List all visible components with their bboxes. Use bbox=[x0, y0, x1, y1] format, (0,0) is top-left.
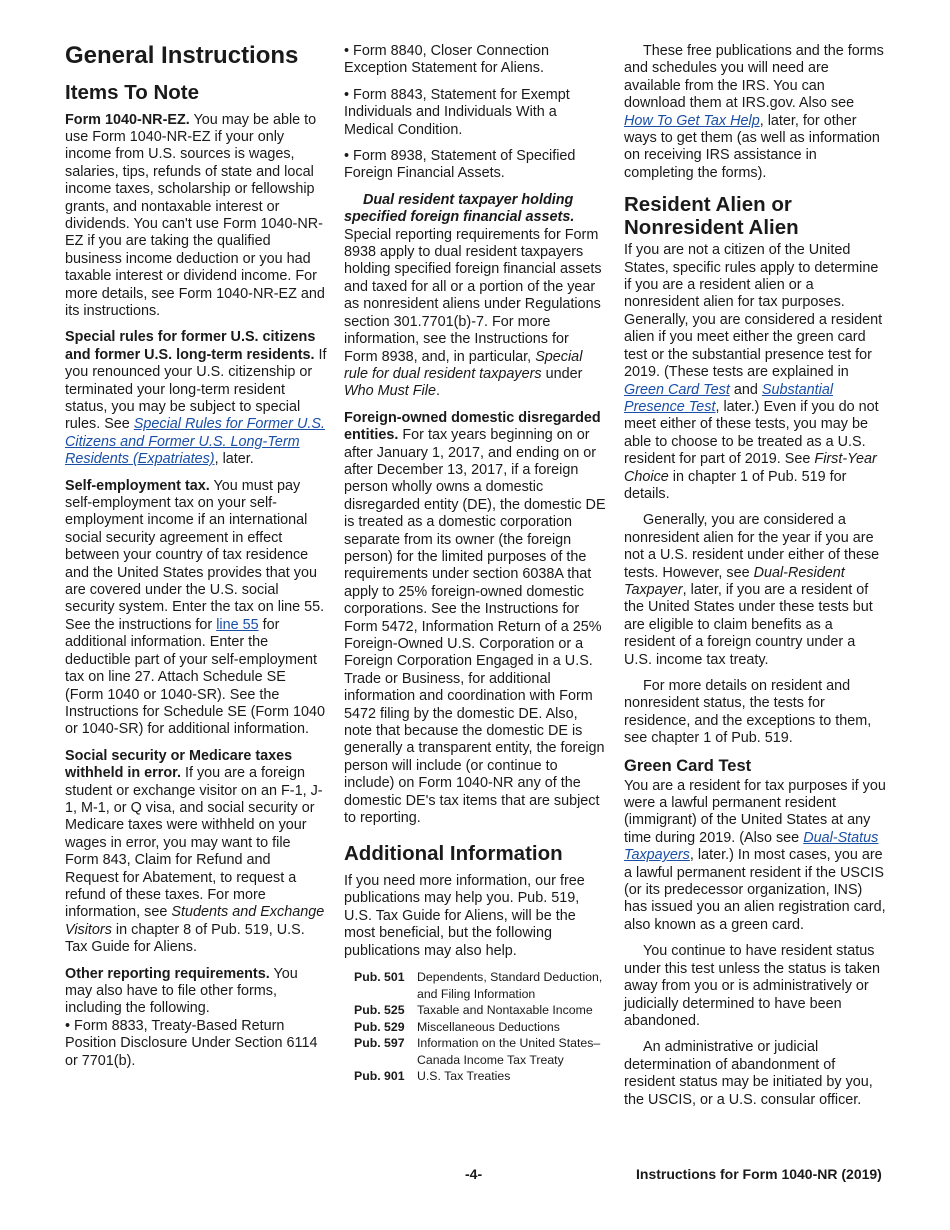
paragraph-social-security: Social security or Medicare taxes withheld in error. If you are a foreign student or exchange visitor on an F-1, J-1, M-1, or Q visa, and social security or Medicare taxes were withheld on your wages in error, you may want to file Form 843, Claim for Refund and Request for Abatement, to request a refund of these taxes. For more information, see Students and Exchange Visitors in chapter 8 of Pub. 519, U.S. Tax Guide for Aliens. bbox=[65, 747, 325, 956]
paragraph-more-details: For more details on resident and nonresident status, the tests for residence, and the exceptions to them, see chapter 1 of Pub. 519. bbox=[624, 678, 872, 747]
table-row: Pub. 901 U.S. Tax Treaties bbox=[354, 1069, 511, 1083]
table-row: Pub. 525 Taxable and Nontaxable Income bbox=[354, 1003, 593, 1017]
column-3 bbox=[624, 43, 886, 1118]
link-substantial-presence-test[interactable]: Substantial Presence Test bbox=[624, 381, 834, 415]
paragraph-special-rules: Special rules for former U.S. citizens and former U.S. long-term residents. If you renounced your U.S. citizenship or terminated your long-term resident status, you may be subject to special rules. See Special Rules for Former U.S. Citizens and Former U.S. Long-Term Residents (Expatriates), later. bbox=[65, 329, 327, 468]
link-dual-status-taxpayers[interactable]: Dual-Status Taxpayers bbox=[624, 829, 879, 864]
section-heading-resident-alien: Resident Alien or Nonresident Alien bbox=[624, 193, 799, 239]
paragraph-form-1040nrez: Form 1040-NR-EZ. You may be able to use Form 1040-NR-EZ if your only income from U.S. sources is wages, salaries, tips, refunds of state and local income taxes, scholarship or fellowship grants, and nontaxable interest or dividends. You can't use Form 1040-NR-EZ if you are taking the qualified business income deduction or you had taxable interest or dividend income. For more details, see Form 1040-NR-EZ and its instructions. bbox=[65, 111, 325, 319]
subheading-green-card-test: Green Card Test bbox=[624, 756, 752, 775]
paragraph-resident-rules: If you are not a citizen of the United States, specific rules apply to determine if you are a resident alien or a nonresident alien for tax purposes. Generally, you are considered a resident alien if you meet either the green card test or the substantial presence test for 2019. (These tests are explained in Green Card Test and Substantial Presence Test, later.) Even if you do not meet either of these tests, you may be able to choose to be treated as a U.S. resident for part of 2019. See First-Year Choice in chapter 1 of Pub. 519 for details. bbox=[624, 242, 883, 502]
table-row: Pub. 597 Information on the United States–Canada Income Tax Treaty bbox=[354, 1036, 601, 1067]
table-row: Pub. 529 Miscellaneous Deductions bbox=[354, 1019, 560, 1034]
section-heading-additional-information: Additional Information bbox=[344, 842, 563, 866]
link-how-to-get-tax-help[interactable]: How To Get Tax Help bbox=[624, 112, 760, 129]
paragraph-additional-info: If you need more information, our free publications may help you. Pub. 519, U.S. Tax Guide for Aliens, will be the most beneficial, but the following publications may also help. bbox=[344, 872, 585, 959]
page-title: General Instructions bbox=[65, 42, 299, 69]
publications-table bbox=[354, 969, 606, 1085]
bullet-form-8840: • Form 8840, Closer Connection Exception Statement for Aliens. bbox=[344, 43, 550, 77]
paragraph-continue-status: You continue to have resident status under this test unless the status is taken away from you or is administratively or judicially determined to have been abandoned. bbox=[624, 943, 880, 1029]
paragraph-free-publications: These free publications and the forms and schedules you will need are available from the IRS. You can download them at IRS.gov. Also see How To Get Tax Help, later, for other ways to get them (as well as information on receiving IRS assistance in completing the forms). bbox=[624, 43, 884, 181]
column-2 bbox=[344, 43, 606, 1085]
link-green-card-test[interactable]: Green Card Test bbox=[624, 381, 730, 398]
link-line-55[interactable]: line 55 bbox=[216, 616, 259, 633]
bullet-form-8833: • Form 8833, Treaty-Based Return Position Disclosure Under Section 6114 or 7701(b). bbox=[65, 1017, 318, 1069]
bullet-form-8843: • Form 8843, Statement for Exempt Individuals and Individuals With a Medical Condition. bbox=[344, 86, 570, 138]
section-heading-items-to-note: Items To Note bbox=[65, 81, 200, 104]
footer-title: Instructions for Form 1040-NR (2019) bbox=[636, 1166, 882, 1182]
paragraph-nonresident: Generally, you are considered a nonresident alien for the year if you are not a U.S. resident under either of these tests. However, see Dual-Resident Taxpayer, later, if you are a resident of the United States under these tests but are eligible to claim benefits as a resident of a foreign country under a U.S. income tax treaty. bbox=[624, 512, 880, 668]
paragraph-green-card: You are a resident for tax purposes if you were a lawful permanent resident (immigrant) of the United States at any time during 2019. (Also see Dual-Status Taxpayers, later.) In most cases, you are a lawful permanent resident if the USCIS (or its predecessor organization, INS) has issued you an alien registration card, also known as a green card. bbox=[624, 777, 886, 933]
paragraph-dual-resident: Dual resident taxpayer holding specified foreign financial assets. Special reporting requirements for Form 8938 apply to dual resident taxpayers holding specified foreign financial assets and taxed for all or a portion of the year as nonresident aliens under Regulations section 301.7701(b)-7. For more information, see the Instructions for Form 8938, and, in particular, Special rule for dual resident taxpayers under Who Must File. bbox=[344, 191, 602, 400]
column-1 bbox=[65, 38, 327, 1070]
page-number: -4- bbox=[465, 1166, 483, 1182]
bullet-form-8938: • Form 8938, Statement of Specified Foreign Financial Assets. bbox=[344, 148, 576, 182]
table-row: Pub. 501 Dependents, Standard Deduction, and Filing Information bbox=[354, 970, 603, 1001]
paragraph-other-reporting: Other reporting requirements. You may also have to file other forms, including the following. bbox=[65, 965, 298, 1017]
paragraph-foreign-owned: Foreign-owned domestic disregarded entities. For tax years beginning on or after January 1, 2017, and ending on or after December 13, 2017, if a foreign person wholly owns a domestic disregarded entity (DE), the domestic DE is treated as a domestic corporation separate from its owner (the foreign person) for the limited purposes of the requirements under section 6038A that apply to 25% foreign-owned domestic corporations. See the Instructions for Form 5472, Information Return of a 25% Foreign-Owned U.S. Corporation or a Foreign Corporation Engaged in a U.S. Trade or Business, for additional information and coordination with Form 5472 filing by the domestic DE. Also, note that because the domestic DE is generally a transparent entity, the foreign person will include (or continue to include) on Form 1040-NR any of the domestic DE's tax items that are subject to reporting. bbox=[344, 409, 606, 827]
link-expatriates[interactable]: Special Rules for Former U.S. Citizens and Former U.S. Long-Term Residents (Expatriates) bbox=[65, 416, 325, 468]
paragraph-abandonment: An administrative or judicial determination of abandonment of resident status may be initiated by you, the USCIS, or a U.S. consular officer. bbox=[624, 1039, 873, 1108]
paragraph-self-employment-tax: Self-employment tax. You must pay self-employment tax on your self-employment income if an international social security agreement in effect between your country of tax residence and the United States provides that you are covered under the U.S. social security system. Enter the tax on line 55. See the instructions for line 55 for additional information. Enter the deductible part of your self-employment tax on line 27. Attach Schedule SE (Form 1040 or 1040-SR). See the Instructions for Schedule SE (Form 1040 or 1040-SR) for additional information. bbox=[65, 477, 325, 738]
